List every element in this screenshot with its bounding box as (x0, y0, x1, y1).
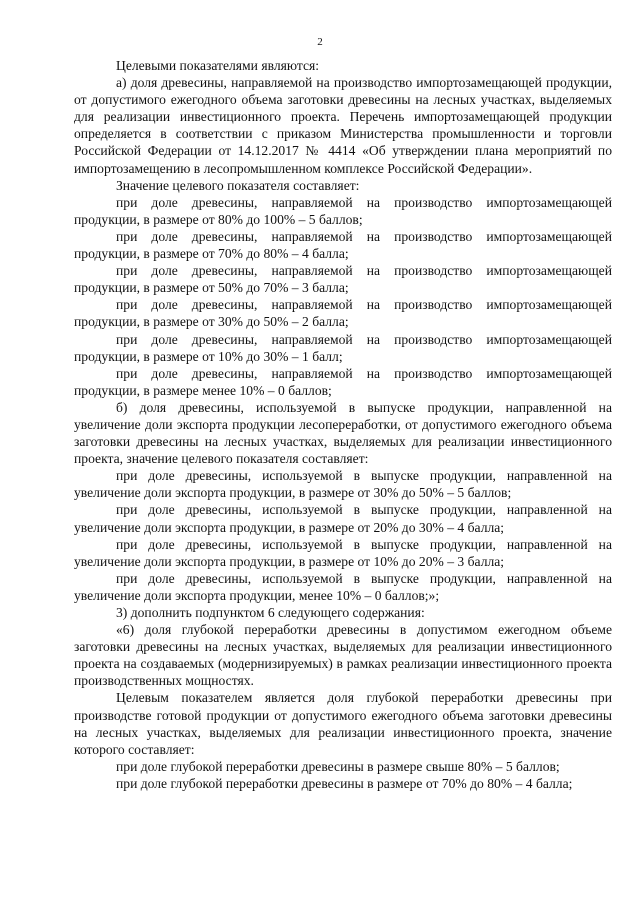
paragraph-import-50-70: при доле древесины, направляемой на производство импортозамещающей продукции, в размере от 50% до 70% – 3 балла; (74, 263, 612, 296)
paragraph-import-30-50: при доле древесины, направляемой на производство импортозамещающей продукции, в размере от 30% до 50% – 2 балла; (74, 297, 612, 330)
paragraph-import-80-100: при доле древесины, направляемой на производство импортозамещающей продукции, в размере от 80% до 100% – 5 баллов; (74, 194, 612, 227)
paragraph-export-20-30: при доле древесины, используемой в выпуске продукции, направленной на увеличение доли экспорта продукции, в размере от 20% до 30% – 4 балла; (74, 502, 612, 535)
paragraph-import-70-80: при доле древесины, направляемой на производство импортозамещающей продукции, в размере от 70% до 80% – 4 балла; (74, 228, 612, 262)
paragraph-item-b: б) доля древесины, используемой в выпуске продукции, направленной на увеличение доли экспорта продукции лесопереработки, от допустимого ежегодного объема заготовки древесины на лесных участках, выделяемых для реализации инвестиционного проекта, значение целевого показателя составляет: (74, 399, 612, 467)
page-number: 2 (317, 36, 323, 48)
paragraph-import-under-10: при доле древесины, направляемой на производство импортозамещающей продукции, в размере менее 10% – 0 баллов; (74, 365, 612, 398)
paragraph-item-6: «6) доля глубокой переработки древесины в допустимом ежегодном объеме заготовки древесины на лесных участках, выделяемых для реализации инвестиционного проекта на создаваемых (модернизируемых) в рамках реализации инвестиционного проекта производственных мощностях. (74, 622, 612, 689)
document-body (74, 57, 612, 792)
paragraph-targets-intro: Целевыми показателями являются: (116, 58, 320, 73)
paragraph-export-30-50: при доле древесины, используемой в выпуске продукции, направленной на увеличение доли экспорта продукции, в размере от 30% до 50% – 5 баллов; (74, 468, 612, 501)
paragraph-deep-over-80: при доле глубокой переработки древесины в размере свыше 80% – 5 баллов; (116, 758, 560, 774)
paragraph-target-value-intro: Значение целевого показателя составляет: (116, 177, 360, 193)
paragraph-item-a: а) доля древесины, направляемой на производство импортозамещающей продукции, от допустимого ежегодного объема заготовки древесины на лесных участках, выделяемых для реализации инвестиционного проекта. Перечень импортозамещающей продукции определяется в соответствии с приказом Министерства промышленности и торговли Российской Федерации от 14.12.2017 № 4414 «Об утверждении плана мероприятий по импортозамещению в лесопромышленном комплексе Российской Федерации». (74, 75, 612, 176)
paragraph-export-10-20: при доле древесины, используемой в выпуске продукции, направленной на увеличение доли экспорта продукции, в размере от 10% до 20% – 3 балла; (74, 536, 612, 569)
paragraph-item-3: 3) дополнить подпунктом 6 следующего содержания: (116, 605, 425, 620)
paragraph-import-10-30: при доле древесины, направляемой на производство импортозамещающей продукции, в размере от 10% до 30% – 1 балл; (74, 331, 612, 364)
paragraph-deep-processing-target: Целевым показателем является доля глубокой переработки древесины при производстве готовой продукции от допустимого ежегодного объема заготовки древесины на лесных участках, выделяемых для реализации инвестиционного проекта, значение которого составляет: (74, 690, 612, 757)
paragraph-export-under-10: при доле древесины, используемой в выпуске продукции, направленной на увеличение доли экспорта продукции, менее 10% – 0 баллов;»; (74, 570, 612, 603)
paragraph-deep-70-80: при доле глубокой переработки древесины в размере от 70% до 80% – 4 балла; (116, 775, 573, 791)
